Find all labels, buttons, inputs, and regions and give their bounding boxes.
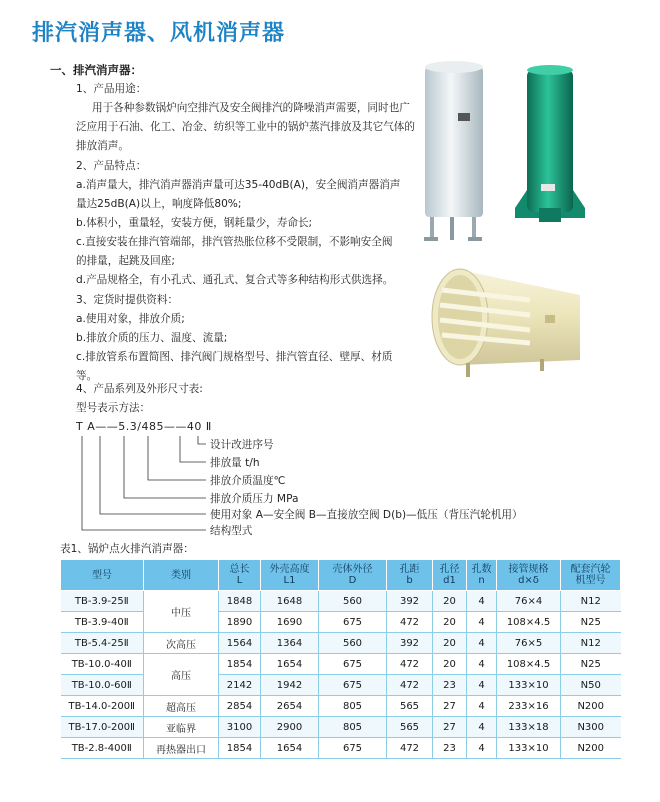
table-cell: 2900	[261, 717, 319, 738]
order-line: b.排放介质的压力、温度、流量;	[76, 332, 228, 344]
white-silencer-image	[410, 55, 500, 245]
table-header-row	[61, 560, 621, 591]
table-row	[61, 717, 621, 738]
code-leader-lines	[70, 434, 230, 534]
column-header-text: n	[478, 575, 485, 586]
column-header-text: d×δ	[518, 575, 539, 586]
table-row	[61, 696, 621, 717]
table-row	[61, 654, 621, 675]
column-header-text: 孔径	[439, 564, 460, 575]
table-cell: 4	[467, 591, 497, 612]
feature-line: b.体积小，重量轻，安装方便，钢耗量少，寿命长;	[76, 217, 313, 229]
table-cell: 1854	[219, 738, 261, 759]
order-line: 等。	[76, 370, 98, 382]
table-cell: TB-3.9-40Ⅱ	[61, 612, 144, 633]
column-header	[497, 560, 561, 591]
table-cell: 1690	[261, 612, 319, 633]
table-cell: TB-2.8-400Ⅱ	[61, 738, 144, 759]
table-cell: 27	[433, 696, 467, 717]
feature-line: c.直接安装在排汽管端部，排汽管热胀位移不受限制，不影响安全阀	[76, 236, 393, 248]
table-row	[61, 738, 621, 759]
legend-item: 排放介质压力 MPa	[210, 493, 299, 505]
table-cell: 4	[467, 612, 497, 633]
table-cell: 560	[319, 633, 387, 654]
horizontal-silencer-image	[420, 255, 595, 380]
table-cell: 565	[387, 717, 433, 738]
column-header-text: 机型号	[575, 575, 606, 586]
legend-item: 排放介质温度℃	[210, 475, 286, 487]
table-cell: 1654	[261, 738, 319, 759]
table-cell: 472	[387, 654, 433, 675]
table-cell: 1854	[219, 654, 261, 675]
table-cell: 76×4	[497, 591, 561, 612]
legend-item: 设计改进序号	[210, 439, 274, 451]
feature-line: a.消声量大，排汽消声器消声量可达35-40dB(A)，安全阀消声器消声	[76, 179, 401, 191]
table-cell: TB-10.0-60Ⅱ	[61, 675, 144, 696]
table-cell-category: 中压	[144, 591, 219, 633]
table-cell: N12	[561, 591, 621, 612]
column-header	[387, 560, 433, 591]
column-header-text: 接管规格	[508, 564, 549, 575]
order-line: a.使用对象，排放介质;	[76, 313, 185, 325]
table-cell: 133×10	[497, 738, 561, 759]
table-cell: 472	[387, 612, 433, 633]
table-cell: 23	[433, 738, 467, 759]
column-header-text: 壳体外径	[332, 564, 373, 575]
legend-item: 使用对象 A—安全阀 B—直接放空阀 D(b)—低压（背压汽轮机用）	[210, 509, 523, 521]
table-cell: 233×16	[497, 696, 561, 717]
table-cell: 20	[433, 654, 467, 675]
table-cell: 4	[467, 738, 497, 759]
column-header-text: 类别	[171, 569, 191, 581]
table-cell: 1648	[261, 591, 319, 612]
table-cell: 2654	[261, 696, 319, 717]
table-cell: 805	[319, 696, 387, 717]
table-cell: 108×4.5	[497, 612, 561, 633]
table-cell: TB-3.9-25Ⅱ	[61, 591, 144, 612]
column-header	[433, 560, 467, 591]
table-cell: 565	[387, 696, 433, 717]
table-cell: 1364	[261, 633, 319, 654]
model-code: T A——5.3/485——40 Ⅱ	[76, 420, 212, 433]
column-header	[319, 560, 387, 591]
usage-line: 排放消声。	[76, 140, 129, 152]
table-cell: 108×4.5	[497, 654, 561, 675]
table-cell: 675	[319, 738, 387, 759]
column-header-text: L1	[283, 575, 296, 586]
table-cell: N12	[561, 633, 621, 654]
column-header	[561, 560, 621, 591]
table-cell: TB-14.0-200Ⅱ	[61, 696, 144, 717]
legend-item: 结构型式	[210, 525, 253, 537]
column-header-text: 配套汽轮	[570, 564, 611, 575]
table-row	[61, 591, 621, 612]
table-cell: 1942	[261, 675, 319, 696]
table-cell-category: 次高压	[144, 633, 219, 654]
table-cell: 675	[319, 654, 387, 675]
table-cell: TB-10.0-40Ⅱ	[61, 654, 144, 675]
table-cell: N50	[561, 675, 621, 696]
table-cell: 133×18	[497, 717, 561, 738]
table-cell: N200	[561, 738, 621, 759]
table-cell: 3100	[219, 717, 261, 738]
legend-item: 排放量 t/h	[210, 457, 260, 469]
spec-table	[60, 559, 621, 759]
table-cell: 4	[467, 696, 497, 717]
table-cell: 805	[319, 717, 387, 738]
order-line: c.排放管系布置简图、排汽阀门规格型号、排汽管直径、壁厚、材质	[76, 351, 393, 363]
table-cell: 472	[387, 675, 433, 696]
table-cell: 392	[387, 633, 433, 654]
table-cell: 2142	[219, 675, 261, 696]
column-header	[219, 560, 261, 591]
table-cell: N25	[561, 654, 621, 675]
table-cell: 1848	[219, 591, 261, 612]
table-cell: 392	[387, 591, 433, 612]
table-cell: 76×5	[497, 633, 561, 654]
table-body	[61, 591, 621, 759]
table-cell-category: 再热器出口	[144, 738, 219, 759]
column-header	[61, 560, 144, 591]
table-cell: 1654	[261, 654, 319, 675]
table-cell: N25	[561, 612, 621, 633]
table-cell: 4	[467, 717, 497, 738]
table-cell-category: 高压	[144, 654, 219, 696]
page-title: 排汽消声器、风机消声器	[32, 20, 286, 46]
column-header	[144, 560, 219, 591]
table-cell: 20	[433, 612, 467, 633]
series-heading: 4、产品系列及外形尺寸表:	[76, 383, 203, 395]
column-header-text: 总长	[229, 564, 250, 575]
table-cell: 27	[433, 717, 467, 738]
column-header-text: b	[406, 575, 413, 586]
features-heading: 2、产品特点：	[76, 160, 147, 172]
model-method: 型号表示方法：	[76, 402, 151, 414]
feature-line: 量达25dB(A)以上，响度降低80%;	[76, 198, 242, 210]
column-header-text: L	[236, 575, 243, 586]
table-cell: 2854	[219, 696, 261, 717]
table-cell: TB-5.4-25Ⅱ	[61, 633, 144, 654]
table-cell: 133×10	[497, 675, 561, 696]
table-cell: 20	[433, 633, 467, 654]
order-heading: 3、定货时提供资料：	[76, 294, 179, 306]
green-silencer-image	[505, 58, 595, 238]
column-header-text: 孔距	[399, 564, 420, 575]
table-cell: 4	[467, 654, 497, 675]
table-cell: 4	[467, 675, 497, 696]
column-header-text: D	[348, 575, 357, 586]
usage-line: 用于各种参数锅炉向空排汽及安全阀排汽的降噪消声需要，同时也广	[92, 102, 410, 114]
table-cell: 23	[433, 675, 467, 696]
table-cell: N200	[561, 696, 621, 717]
column-header-text: 孔数	[471, 564, 492, 575]
table-cell: 4	[467, 633, 497, 654]
table-cell: 675	[319, 612, 387, 633]
column-header-text: 外壳高度	[269, 564, 310, 575]
table-cell: TB-17.0-200Ⅱ	[61, 717, 144, 738]
table-cell: 20	[433, 591, 467, 612]
usage-heading: 1、产品用途：	[76, 83, 147, 95]
table-cell-category: 超高压	[144, 696, 219, 717]
column-header	[261, 560, 319, 591]
section-heading: 一、排汽消声器：	[50, 63, 142, 77]
table-cell-category: 亚临界	[144, 717, 219, 738]
table-cell: 472	[387, 738, 433, 759]
table-cell: N300	[561, 717, 621, 738]
table-cell: 1564	[219, 633, 261, 654]
column-header-text: d1	[443, 575, 456, 586]
table-cell: 560	[319, 591, 387, 612]
column-header-text: 型号	[92, 569, 112, 581]
table-cell: 675	[319, 675, 387, 696]
usage-line: 泛应用于石油、化工、冶金、纺织等工业中的锅炉蒸汽排放及其它气体的	[76, 121, 415, 133]
feature-line: d.产品规格全，有小孔式、通孔式、复合式等多种结构形式供选择。	[76, 274, 394, 286]
table-cell: 1890	[219, 612, 261, 633]
table-caption: 表1、锅炉点火排汽消声器：	[60, 543, 194, 555]
feature-line: 的排量，起跳及回座;	[76, 255, 175, 267]
table-row	[61, 633, 621, 654]
column-header	[467, 560, 497, 591]
